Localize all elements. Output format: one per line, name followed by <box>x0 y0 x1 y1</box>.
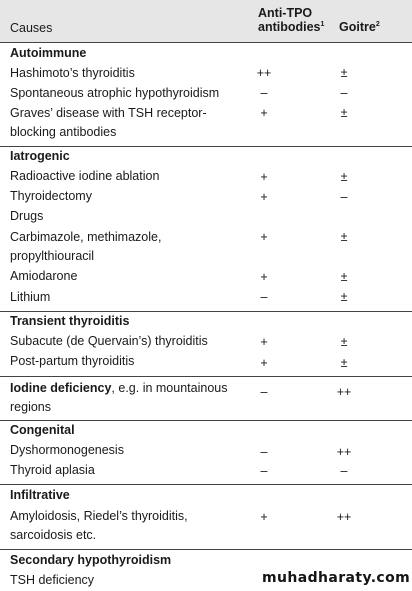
section-rule <box>0 146 412 147</box>
cause-subacute-thyroiditis: Subacute (de Quervain’s) thyroiditis <box>10 334 208 348</box>
goitre-value: ± <box>340 356 348 370</box>
section-rule <box>0 311 412 312</box>
cause-amiodarone: Amiodarone <box>10 269 78 283</box>
cause-carbimazole-cont: propylthiouracil <box>10 249 95 263</box>
category-secondary-hypothyroidism: Secondary hypothyroidism <box>10 553 172 567</box>
table-header <box>0 0 412 42</box>
goitre-value: – <box>340 86 348 100</box>
goitre-value: – <box>340 464 348 478</box>
goitre-value: – <box>340 190 348 204</box>
header-anti-tpo <box>258 6 324 34</box>
tpo-value: – <box>260 445 268 459</box>
goitre-value: ++ <box>336 445 352 459</box>
tpo-value: + <box>260 270 268 284</box>
cause-graves-cont: blocking antibodies <box>10 125 117 139</box>
cause-tsh-deficiency: TSH deficiency <box>10 573 95 587</box>
tpo-value: – <box>260 86 268 100</box>
iodine-deficiency-title: Iodine deficiency <box>10 381 112 395</box>
tpo-value: ++ <box>256 66 272 80</box>
tpo-value: – <box>260 385 268 399</box>
header-anti-tpo-line1: Anti-TPO <box>258 6 313 20</box>
cause-amyloidosis: Amyloidosis, Riedel’s thyroiditis, <box>10 509 188 523</box>
section-rule <box>0 549 412 550</box>
iodine-deficiency-cont: regions <box>10 400 51 414</box>
goitre-value: ± <box>340 335 348 349</box>
category-iodine-deficiency <box>10 380 227 396</box>
category-iatrogenic: Iatrogenic <box>10 149 70 163</box>
section-rule <box>0 420 412 421</box>
header-anti-tpo-footnote: 1 <box>320 21 325 28</box>
tpo-value: + <box>260 335 268 349</box>
iodine-deficiency-example: , e.g. in mountainous <box>111 381 228 395</box>
cause-drugs: Drugs <box>10 209 44 223</box>
tpo-value: + <box>260 190 268 204</box>
cause-thyroid-aplasia: Thyroid aplasia <box>10 463 95 477</box>
cause-hashimoto: Hashimoto’s thyroiditis <box>10 66 135 80</box>
header-goitre-footnote: 2 <box>375 21 380 28</box>
header-goitre-label: Goitre <box>339 20 376 34</box>
category-autoimmune: Autoimmune <box>10 46 87 60</box>
cause-dyshormonogenesis: Dyshormonogenesis <box>10 443 124 457</box>
watermark: muhadharaty.com <box>262 570 411 586</box>
goitre-value: ± <box>340 170 348 184</box>
goitre-value: ++ <box>336 385 352 399</box>
header-goitre <box>339 20 380 34</box>
tpo-value: + <box>260 106 268 120</box>
tpo-value: – <box>260 290 268 304</box>
category-infiltrative: Infiltrative <box>10 488 70 502</box>
goitre-value: ± <box>340 66 348 80</box>
tpo-value: + <box>260 170 268 184</box>
cause-spontaneous-atrophic: Spontaneous atrophic hypothyroidism <box>10 86 220 100</box>
cause-post-partum-thyroiditis: Post-partum thyroiditis <box>10 354 135 368</box>
section-rule <box>0 42 412 43</box>
tpo-value: – <box>260 464 268 478</box>
goitre-value: ± <box>340 230 348 244</box>
goitre-value: ++ <box>336 510 352 524</box>
header-causes: Causes <box>10 21 53 35</box>
cause-thyroidectomy: Thyroidectomy <box>10 189 92 203</box>
section-rule <box>0 484 412 485</box>
tpo-value: + <box>260 356 268 370</box>
goitre-value: ± <box>340 270 348 284</box>
section-rule <box>0 376 412 377</box>
goitre-value: ± <box>340 290 348 304</box>
cause-lithium: Lithium <box>10 290 51 304</box>
header-anti-tpo-line2: antibodies <box>258 20 321 34</box>
category-congenital: Congenital <box>10 423 75 437</box>
cause-amyloidosis-cont: sarcoidosis etc. <box>10 528 97 542</box>
cause-radioactive-iodine: Radioactive iodine ablation <box>10 169 160 183</box>
tpo-value: + <box>260 510 268 524</box>
cause-graves: Graves’ disease with TSH receptor- <box>10 106 207 120</box>
goitre-value: ± <box>340 106 348 120</box>
tpo-value: + <box>260 230 268 244</box>
cause-carbimazole: Carbimazole, methimazole, <box>10 230 162 244</box>
category-transient-thyroiditis: Transient thyroiditis <box>10 314 130 328</box>
